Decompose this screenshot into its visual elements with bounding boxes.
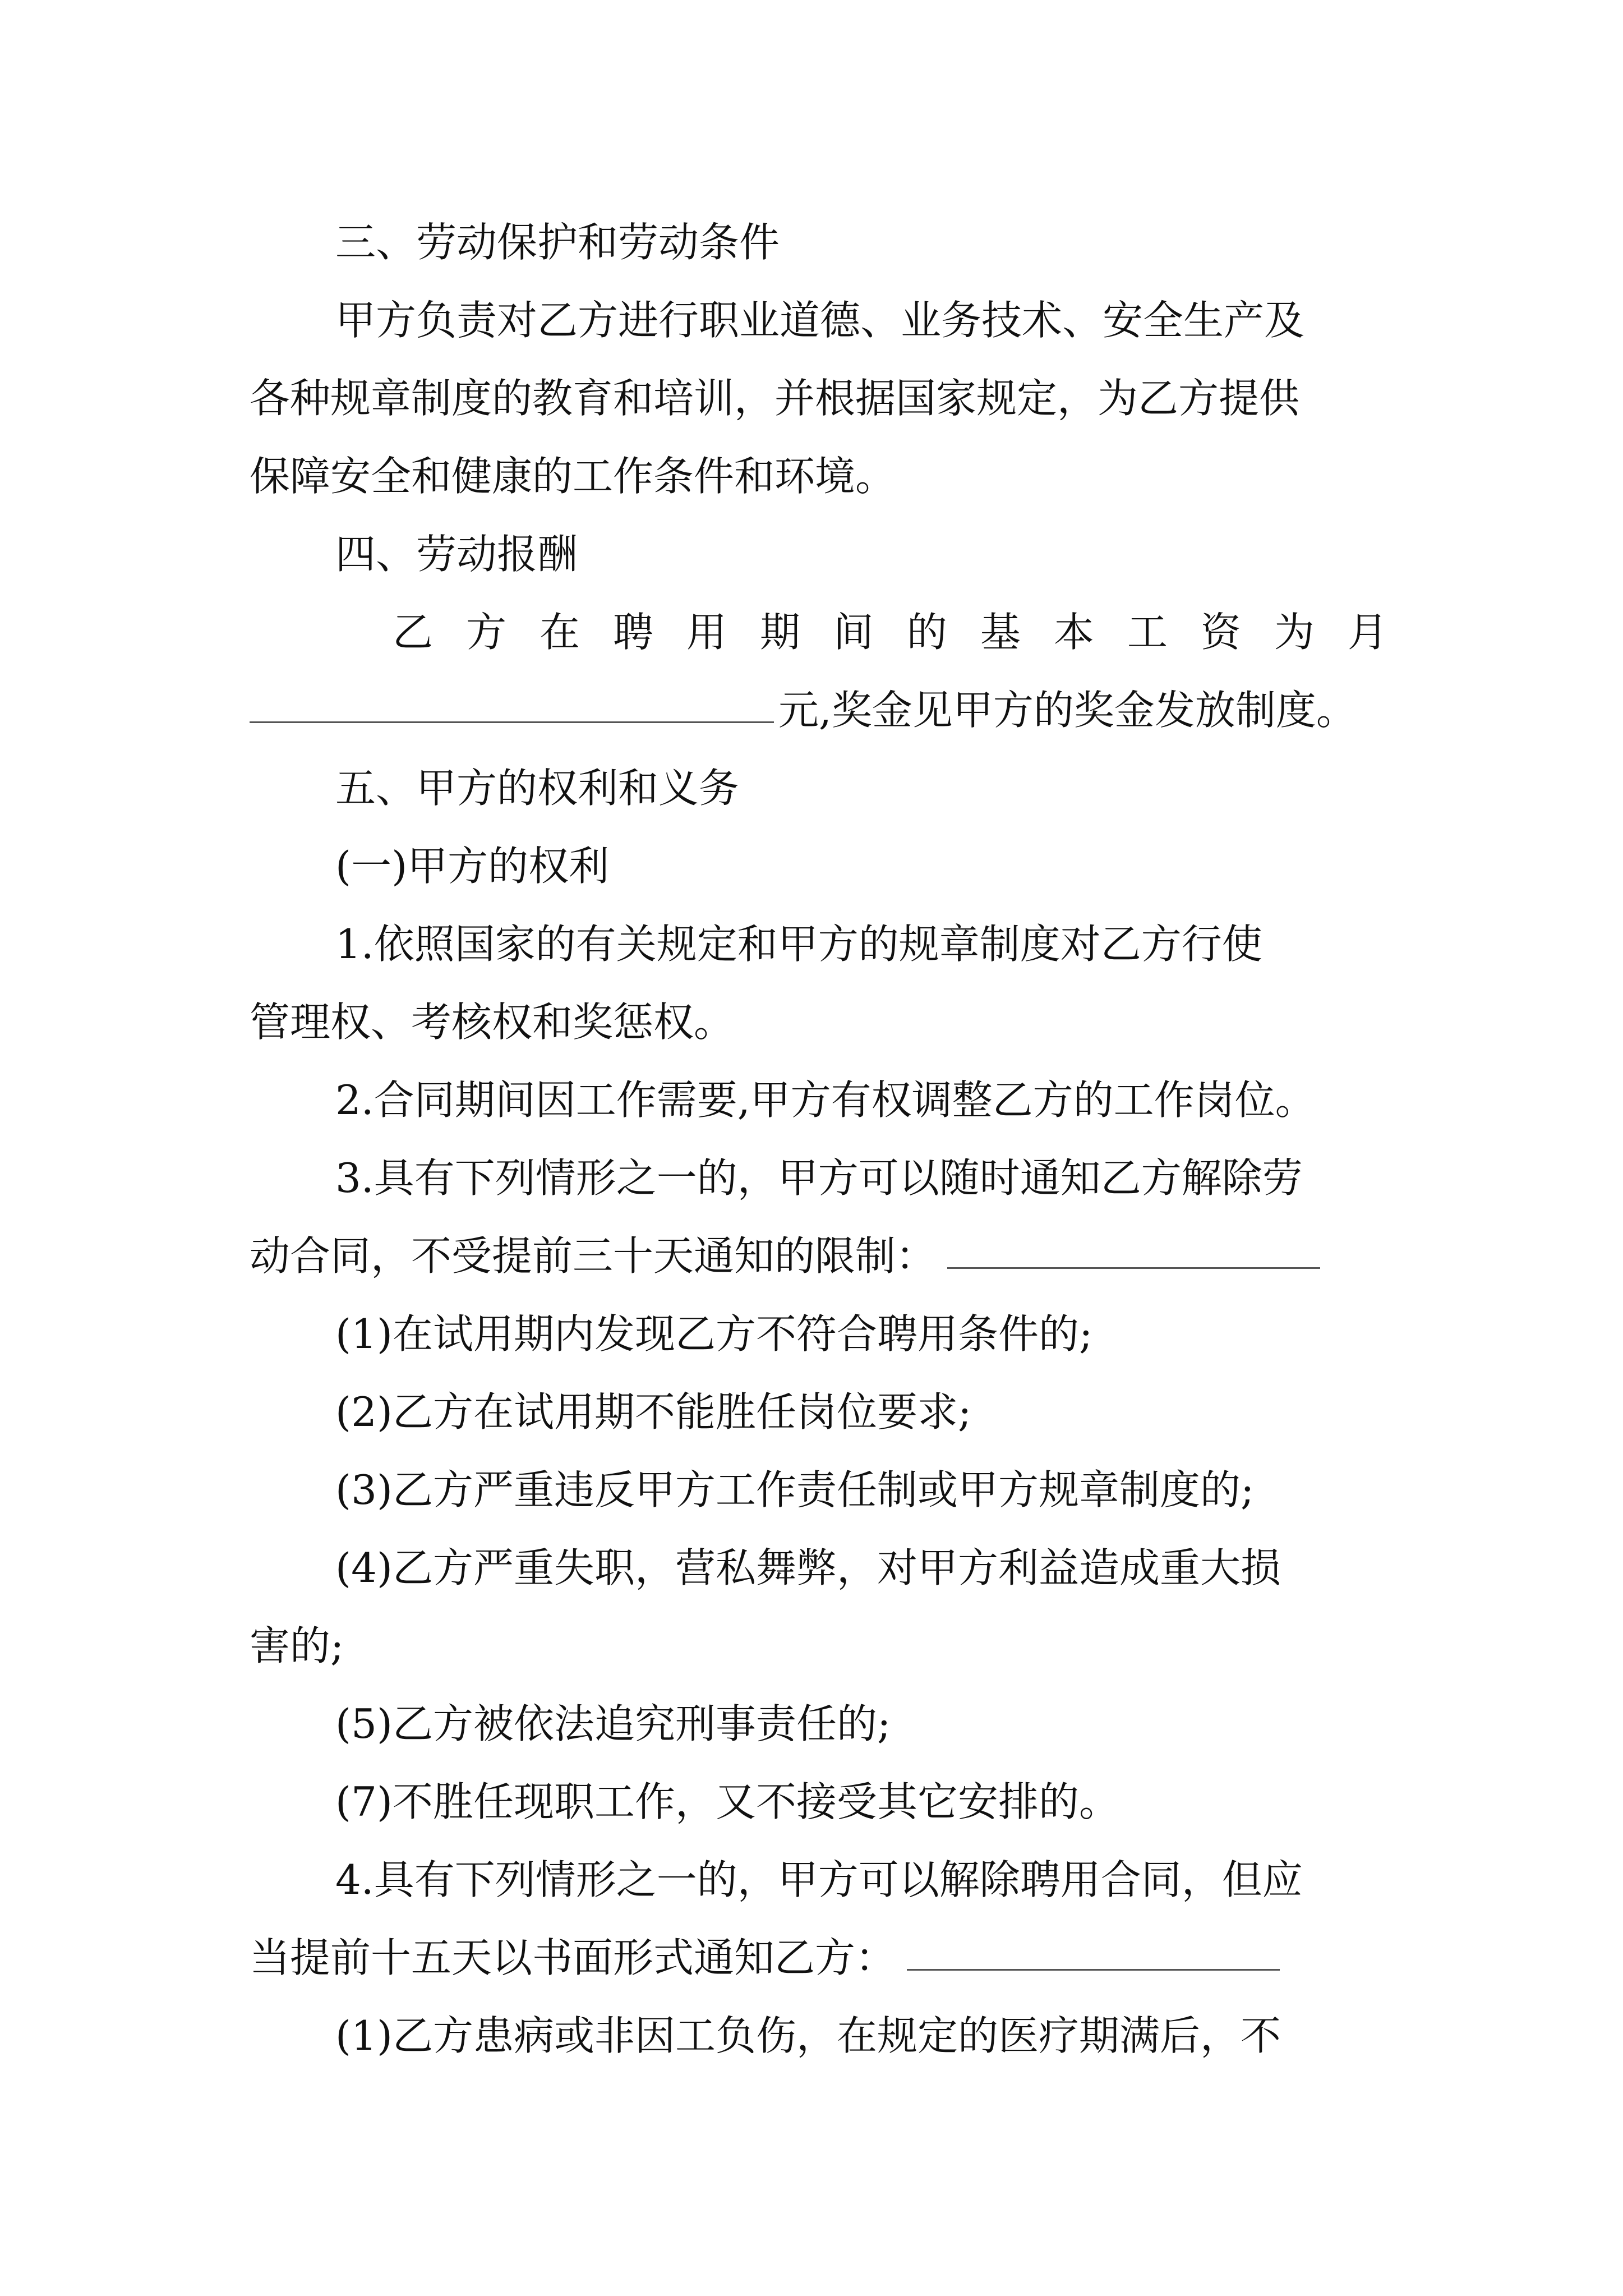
wage-line-spread [393,593,1388,671]
spread-char: 乙 [393,609,434,656]
spread-char: 本 [1053,609,1094,656]
list-item: (4)乙方严重失职，营私舞弊，对甲方利益造成重大损 [335,1544,1281,1591]
list-item: (5)乙方被依法追究刑事责任的; [335,1700,891,1747]
spread-char: 月 [1347,609,1388,656]
list-item: (7)不胜任现职工作，又不接受其它安排的。 [335,1778,1119,1825]
spread-char: 方 [465,609,506,656]
section-heading-remuneration: 四、劳动报酬 [335,531,578,578]
blank-field [947,1217,1320,1269]
spread-char: 聘 [612,609,653,656]
spread-char: 工 [1127,609,1168,656]
paragraph-line: 各种规章制度的教育和培训，并根据国家规定，为乙方提供 [250,375,1300,422]
spread-char: 期 [759,609,800,656]
paragraph-line: 管理权、考核权和奖惩权。 [250,999,735,1046]
paragraph-line: 甲方负责对乙方进行职业道德、业务技术、安全生产及 [335,297,1305,344]
paragraph-line: 3.具有下列情形之一的，甲方可以随时通知乙方解除劳 [335,1154,1303,1202]
wage-blank-field [250,671,774,723]
list-item-continuation: 害的; [250,1622,344,1669]
blank-field [907,1918,1280,1971]
paragraph-text: 当提前十五天以书面形式通知乙方： [250,1934,896,1981]
wage-amount-line [250,671,1388,749]
paragraph-text: 动合同，不受提前三十天通知的限制： [250,1232,937,1280]
bonus-text: 元,奖金见甲方的奖金发放制度。 [778,687,1357,734]
paragraph-line: 保障安全和健康的工作条件和环境。 [250,453,896,500]
paragraph-line-with-blank [250,1918,1388,1997]
subsection-heading: (一)甲方的权利 [335,843,610,890]
list-item: (1)乙方患病或非因工负伤，在规定的医疗期满后，不 [335,2012,1281,2059]
spread-char: 的 [906,609,947,656]
spread-char: 在 [539,609,580,656]
list-item: (3)乙方严重违反甲方工作责任制或甲方规章制度的; [335,1466,1255,1513]
list-item: (1)在试用期内发现乙方不符合聘用条件的; [335,1310,1093,1358]
paragraph-line: 4.具有下列情形之一的，甲方可以解除聘用合同，但应 [335,1856,1303,1903]
section-heading-labor-protection: 三、劳动保护和劳动条件 [335,219,780,266]
spread-char: 间 [833,609,874,656]
spread-char: 资 [1200,609,1241,656]
paragraph-line: 2.合同期间因工作需要,甲方有权调整乙方的工作岗位。 [335,1076,1316,1124]
spread-char: 用 [686,609,727,656]
paragraph-line: 1.依照国家的有关规定和甲方的规章制度对乙方行使 [335,921,1262,968]
spread-char: 为 [1274,609,1315,656]
spread-char: 基 [980,609,1021,656]
list-item: (2)乙方在试用期不能胜任岗位要求; [335,1388,972,1435]
section-heading-employer-rights: 五、甲方的权利和义务 [335,765,740,812]
paragraph-line-with-blank [250,1217,1388,1295]
